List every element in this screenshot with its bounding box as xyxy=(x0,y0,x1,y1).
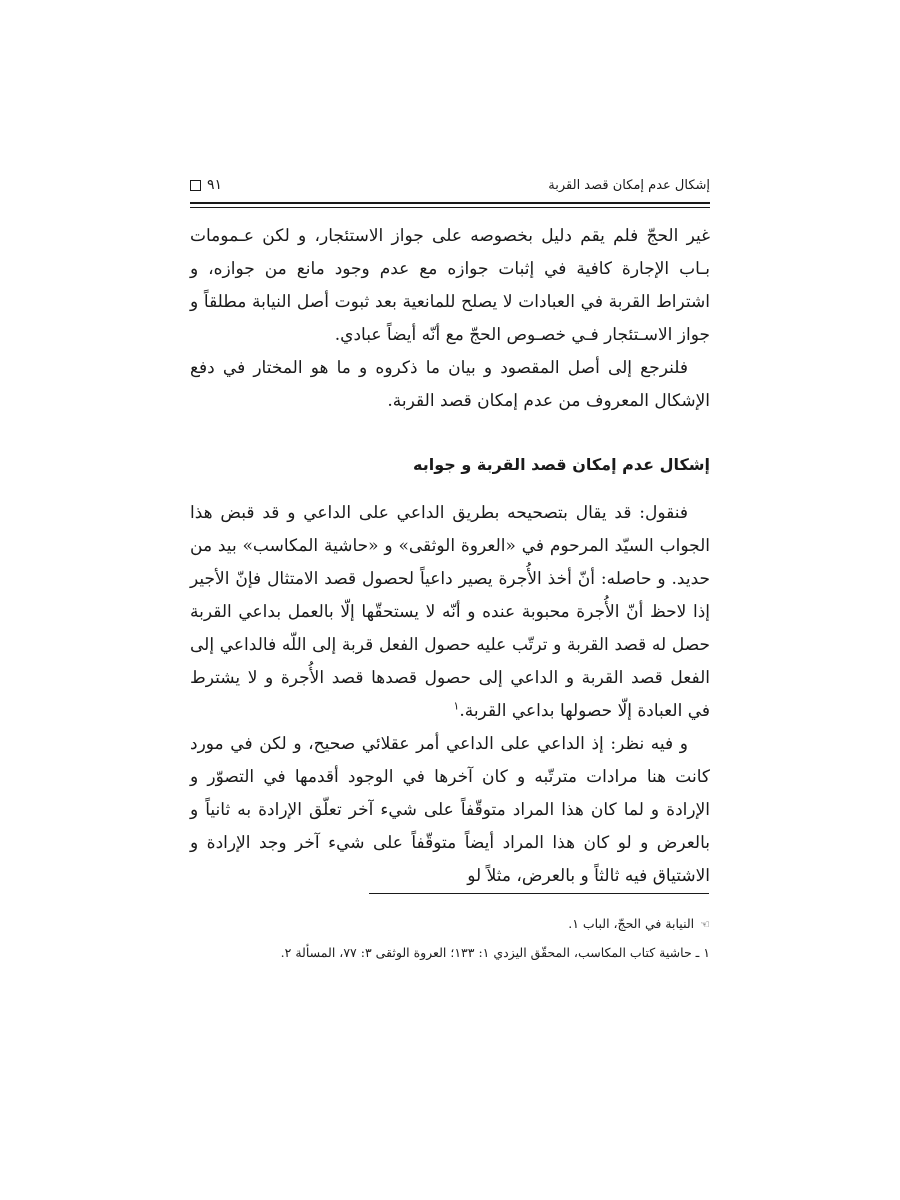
section-heading: إشكال عدم إمكان قصد القربة و جوابه xyxy=(413,455,710,474)
paragraph: و فيه نظر: إذ الداعي على الداعي أمر عقلائي صحيح، و لكن في مورد كانت هنا مرادات مترتّبه و كان آخرها في الوجود أقدمها في التصوّر و الإرادة و لما كان هذا المراد متوقّفاً على شيء آخر تعلّق الإرادة به ثانياً و بالعرض و لو كان هذا المراد أيضاً متوقّفاً على شيء آخر وجد الإرادة و الاشتياق فيه ثالثاً و بالعرض، مثلاً لو xyxy=(190,734,710,886)
page-number: ٩١ xyxy=(207,177,223,193)
running-title: إشكال عدم إمكان قصد القربة xyxy=(548,177,710,193)
square-icon xyxy=(190,180,201,191)
footnote-source xyxy=(190,910,710,939)
paragraph xyxy=(190,497,710,728)
header-rule-top xyxy=(190,202,710,204)
running-header xyxy=(190,170,710,200)
pointing-hand-icon: ☜ xyxy=(700,918,710,931)
paragraph: غير الحجّ فلم يقم دليل بخصوصه على جواز الاستئجار، و لكن عـمومات بـاب الإجارة كافية في إثبات جوازه مع عدم وجود مانع من جوازه، و اشتراط القربة في العبادات لا يصلح للمانعية بعد ثبوت أصل النيابة مطلقاً و جواز الاسـتئجار فـي خصـوص الحجّ مع أنّه أيضاً عبادي. xyxy=(190,226,710,345)
paragraph-text: فنقول: قد يقال بتصحيحه بطريق الداعي على الداعي و قد قبض هذا الجواب السيّد المرحوم في «العروة الوثقى» و «حاشية المكاسب» بيد من حديد. و حاصله: أنّ أخذ الأُجرة يصير داعياً لحصول قصد الامتثال فإنّ الأجير إذا لاحظ أنّ الأُجرة محبوبة عنده و أنّه لا يستحقّها إلّا بالعمل بداعي القربة حصل له قصد القربة و ترتّب عليه حصول الفعل قربة إلى اللّه فالداعي إلى الفعل قصد القربة و الداعي إلى حصول قصدها قصد الأُجرة و لا يشترط في العبادة إلّا حصولها بداعي القربة. xyxy=(190,503,711,721)
paragraph: فلنرجع إلى أصل المقصود و بيان ما ذكروه و ما هو المختار في دفع الإشكال المعروف من عدم إمكان قصد القربة. xyxy=(190,358,710,411)
footnote-divider xyxy=(369,893,709,894)
footnotes xyxy=(190,910,710,967)
page xyxy=(190,170,710,893)
footnote-1: ١ ـ حاشية كتاب المكاسب، المحقّق اليزدي ١: ١٣٣؛ العروة الوثقى ٣: ٧٧، المسألة ٢. xyxy=(280,945,710,960)
footnote-reference[interactable]: ١ xyxy=(453,699,460,713)
footnote-source-text: النيابة في الحجّ، الباب ١. xyxy=(568,916,695,931)
header-rule-bottom xyxy=(190,207,710,208)
body-text xyxy=(190,220,710,893)
page-number-group xyxy=(190,177,222,193)
